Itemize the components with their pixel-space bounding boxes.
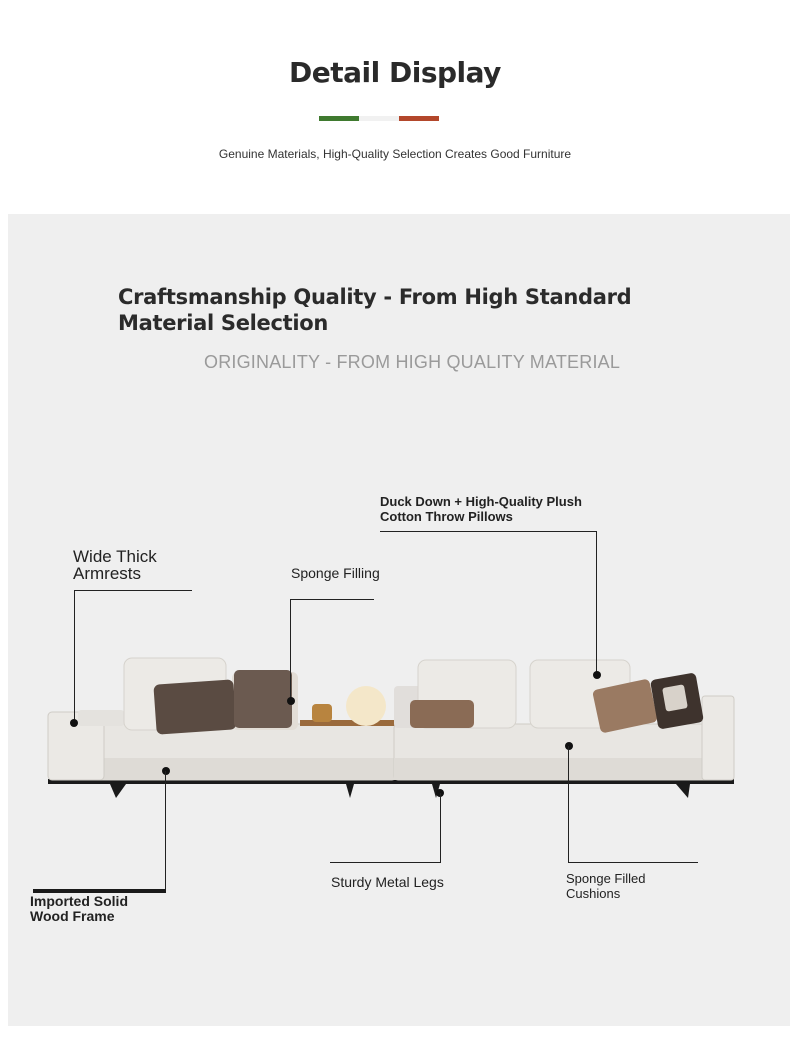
- marker-dot-pillows: [593, 671, 601, 679]
- sofa-base-right: [394, 758, 724, 780]
- sofa-armrest-right: [702, 696, 734, 780]
- marker-dot-frame: [162, 767, 170, 775]
- leader-line-cushions-h: [568, 862, 698, 863]
- pillow-pattern-accent: [662, 684, 688, 711]
- leader-line-sponge-v: [290, 599, 291, 701]
- marker-dot-armrests: [70, 719, 78, 727]
- throw-pillow-tan: [410, 700, 474, 728]
- callout-armrests-line2: Armrests: [73, 564, 141, 583]
- table-lamp: [346, 686, 386, 726]
- callout-legs: Sturdy Metal Legs: [331, 874, 444, 890]
- leader-line-frame-v: [165, 771, 166, 893]
- panel-subtitle: ORIGINALITY - FROM HIGH QUALITY MATERIAL: [204, 352, 621, 372]
- sofa-leg-right: [676, 784, 690, 798]
- leader-line-legs-h: [330, 862, 441, 863]
- leader-line-pillows-h: [380, 531, 597, 532]
- sofa-armrest-top: [78, 710, 124, 726]
- sofa-base-left: [96, 758, 396, 780]
- leader-line-armrests-v: [74, 590, 75, 722]
- candle-jar: [312, 704, 332, 722]
- callout-sponge-filling: Sponge Filling: [291, 565, 380, 581]
- callout-pillows: [380, 494, 582, 524]
- callout-armrests-line1: Wide Thick: [73, 547, 157, 566]
- callout-cushions-line1: Sponge Filled: [566, 871, 646, 886]
- callout-pillows-line2: Cotton Throw Pillows: [380, 509, 513, 524]
- leader-line-sponge-h: [290, 599, 374, 600]
- sofa-leg-left: [110, 784, 126, 798]
- leader-line-pillows-v: [596, 531, 597, 675]
- leader-line-armrests-h: [74, 590, 192, 591]
- panel-title-line1: Craftsmanship Quality - From High Standard: [118, 285, 632, 309]
- panel-title-line2: Material Selection: [118, 311, 329, 335]
- throw-pillow-brown: [234, 670, 292, 728]
- throw-pillow-dark: [153, 679, 236, 734]
- callout-pillows-line1: Duck Down + High-Quality Plush: [380, 494, 582, 509]
- callout-armrests: [73, 548, 157, 582]
- leader-line-cushions-v: [568, 746, 569, 863]
- callout-frame-line2: Wood Frame: [30, 908, 115, 924]
- page-title: Detail Display: [289, 56, 501, 89]
- page-subtitle: Genuine Materials, High-Quality Selection Creates Good Furniture: [218, 147, 572, 161]
- marker-dot-cushions: [565, 742, 573, 750]
- leader-line-legs-v: [440, 793, 441, 863]
- sofa-leg-mid-left: [346, 784, 354, 798]
- callout-cushions-line2: Cushions: [566, 886, 621, 901]
- callout-cushions: [566, 871, 646, 901]
- callout-frame-line1: Imported Solid: [30, 893, 128, 909]
- callout-frame: [30, 894, 128, 924]
- marker-dot-sponge: [287, 697, 295, 705]
